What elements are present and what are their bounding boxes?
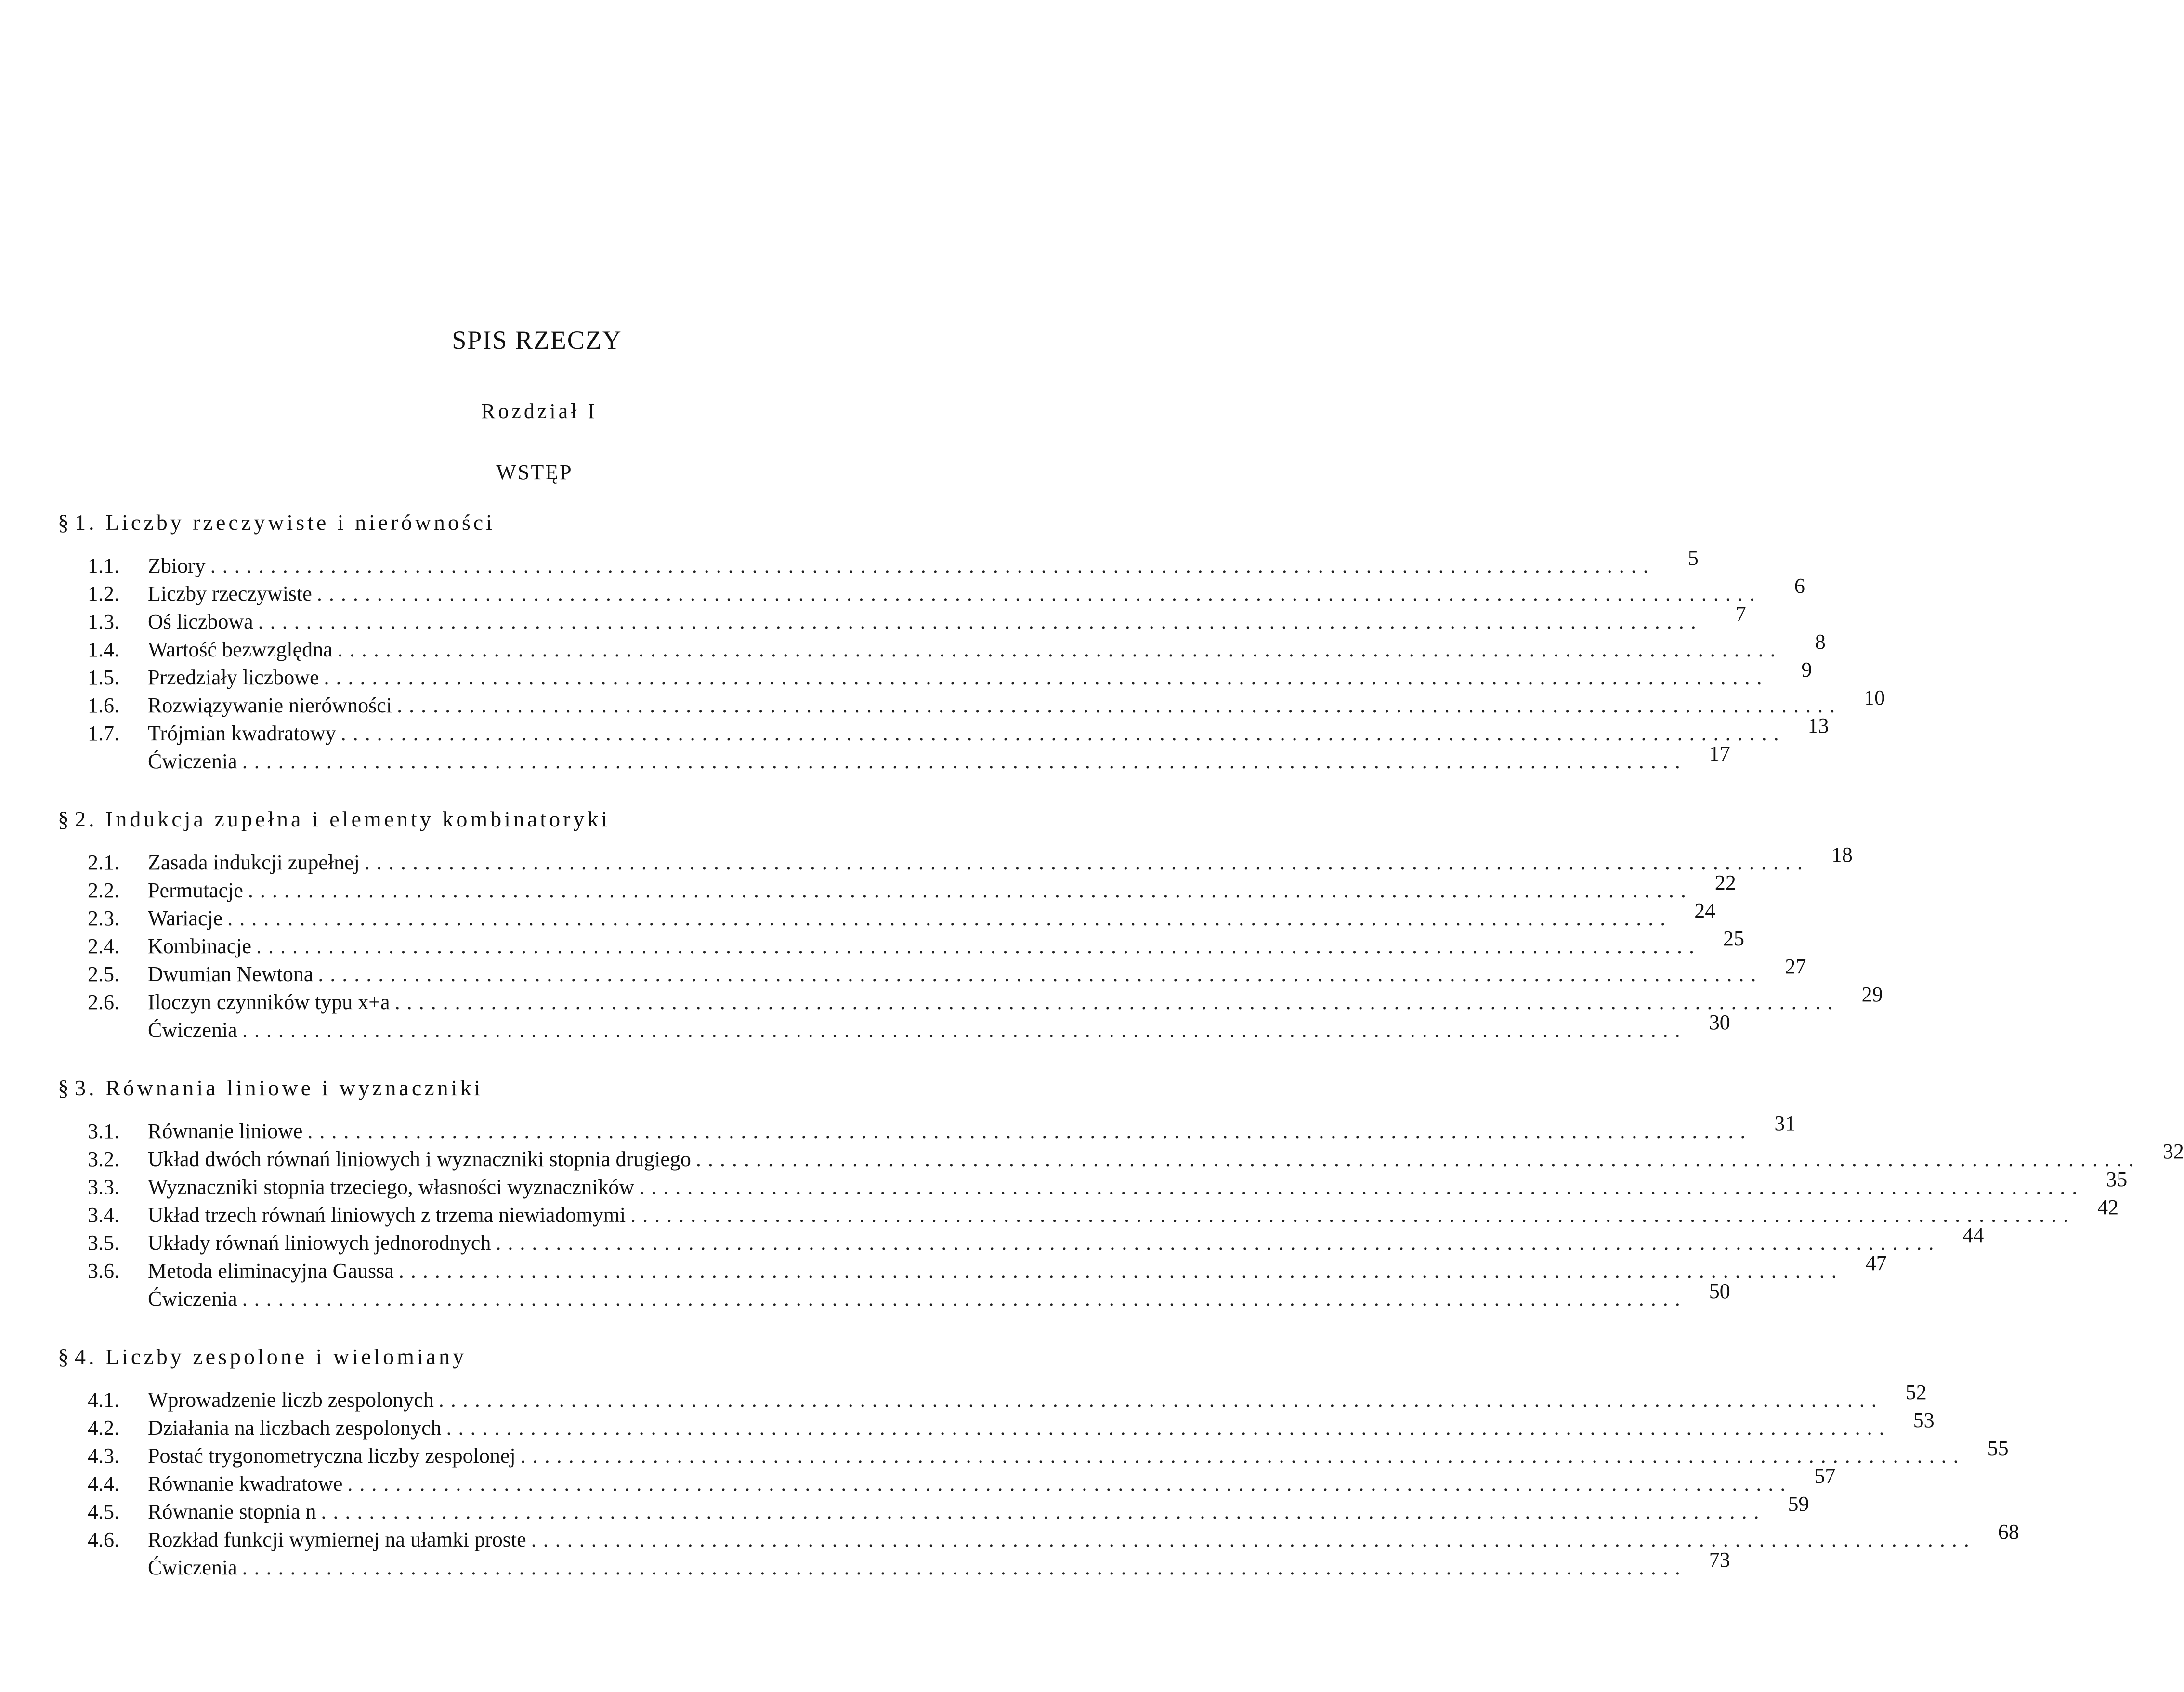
entry-page-number: 7 — [1735, 602, 1746, 626]
entry-number: 2.1. — [88, 851, 119, 874]
leader-dots: ........................................................................................................................ — [394, 990, 1840, 1014]
entry-number: 1.3. — [88, 610, 119, 633]
entry-page-number: 24 — [1694, 899, 1716, 922]
entry-page-number: 5 — [1687, 546, 1699, 570]
section-title: Liczby rzeczywiste i nierówności — [105, 510, 495, 535]
toc-entry — [58, 1380, 1927, 1414]
toc-entry — [58, 1223, 1984, 1257]
entry-title: Ćwiczenia — [148, 1018, 237, 1042]
section-entries — [58, 546, 1885, 775]
section-entries — [58, 1112, 2184, 1313]
leader-dots: ........................................................................................................................ — [227, 906, 1673, 930]
leader-dots: ........................................................................................................................ — [347, 1472, 1792, 1495]
page-title: SPIS RZECZY — [452, 326, 622, 354]
entry-page-number: 6 — [1794, 574, 1805, 598]
toc-entry — [58, 1436, 2009, 1470]
section-heading — [58, 506, 1040, 539]
leader-dots: ........................................................................................................................ — [520, 1444, 1965, 1468]
toc-entry — [58, 1112, 1796, 1145]
entry-title: Układy równań liniowych jednorodnych — [148, 1231, 491, 1255]
leader-dots: ........................................................................................................................ — [496, 1231, 1941, 1255]
leader-dots: ........................................................................................................................ — [321, 1500, 1766, 1523]
leader-dots: ........................................................................................................................ — [630, 1203, 2076, 1227]
leader-dots: ........................................................................................................................ — [256, 934, 1701, 958]
entry-title: Rozwiązywanie nierówności — [148, 694, 392, 717]
entry-page-number: 53 — [1913, 1408, 1935, 1432]
entry-title: Rozkład funkcji wymiernej na ułamki proste — [148, 1528, 526, 1551]
leader-dots: ........................................................................................................................ — [337, 638, 1782, 661]
toc-entry — [58, 574, 1805, 608]
entry-page-number: 13 — [1807, 714, 1829, 737]
entry-title: Równanie stopnia n — [148, 1500, 316, 1523]
entry-number: 4.3. — [88, 1444, 119, 1468]
entry-title: Wartość bezwzględna — [148, 638, 333, 661]
entry-title: Układ dwóch równań liniowych i wyznaczniki stopnia drugiego — [148, 1147, 691, 1171]
toc-entry — [58, 1464, 1836, 1498]
entry-number: 1.7. — [88, 721, 119, 745]
entry-number: 2.3. — [88, 906, 119, 930]
toc-entry — [58, 1195, 2119, 1229]
entry-number: 2.5. — [88, 962, 119, 986]
leader-dots: ........................................................................................................................ — [446, 1416, 1891, 1440]
section-sign: § — [58, 807, 69, 831]
entry-title: Przedziały liczbowe — [148, 666, 319, 689]
entry-number: 1.2. — [88, 582, 119, 605]
table-of-contents — [58, 506, 2184, 1609]
entry-title: Iloczyn czynników typu x+a — [148, 990, 390, 1014]
entry-title: Ćwiczenia — [148, 749, 237, 773]
leader-dots: ........................................................................................................................ — [242, 1287, 1687, 1311]
entry-page-number: 31 — [1774, 1112, 1796, 1135]
entry-page-number: 47 — [1865, 1251, 1887, 1275]
leader-dots: ........................................................................................................................ — [397, 694, 1842, 717]
leader-dots: ........................................................................................................................ — [398, 1259, 1844, 1283]
section-title: Liczby zespolone i wielomiany — [105, 1344, 467, 1369]
entry-number: 4.2. — [88, 1416, 119, 1440]
leader-dots: ........................................................................................................................ — [316, 582, 1762, 605]
leader-dots: ........................................................................................................................ — [364, 851, 1809, 874]
entry-number: 1.6. — [88, 694, 119, 717]
entry-title: Równanie kwadratowe — [148, 1472, 343, 1495]
entry-page-number: 73 — [1709, 1548, 1730, 1572]
entry-title: Dwumian Newtona — [148, 962, 314, 986]
leader-dots: ........................................................................................................................ — [531, 1528, 1976, 1551]
toc-section — [58, 506, 1885, 775]
leader-dots: ........................................................................................................................ — [324, 666, 1769, 689]
section-heading — [58, 1071, 1040, 1105]
entry-page-number: 52 — [1905, 1380, 1927, 1404]
entry-title: Wprowadzenie liczb zespolonych — [148, 1388, 434, 1412]
leader-dots: ........................................................................................................................ — [438, 1388, 1883, 1412]
toc-section — [58, 802, 1883, 1044]
toc-entry — [58, 843, 1853, 877]
entry-page-number: 57 — [1814, 1464, 1836, 1488]
entry-page-number: 22 — [1714, 871, 1736, 894]
section-sign: § — [58, 1076, 69, 1100]
entry-page-number: 8 — [1815, 630, 1826, 654]
entry-number: 1.1. — [88, 554, 119, 577]
entry-page-number: 27 — [1785, 955, 1806, 978]
entry-title: Kombinacje — [148, 934, 252, 958]
entry-number: 3.4. — [88, 1203, 119, 1227]
chapter-title: WSTĘP — [496, 460, 573, 484]
entry-title: Postać trygonometryczna liczby zespolonej — [148, 1444, 516, 1468]
entry-number: 4.1. — [88, 1388, 119, 1412]
toc-entry — [58, 630, 1826, 664]
toc-entry — [58, 686, 1885, 720]
toc-entry — [58, 1279, 1730, 1313]
entry-title: Liczby rzeczywiste — [148, 582, 312, 605]
section-number: 4. — [75, 1344, 97, 1369]
entry-page-number: 18 — [1831, 843, 1853, 866]
entry-number: 2.4. — [88, 934, 119, 958]
entry-title: Równanie liniowe — [148, 1119, 303, 1143]
entry-number: 3.3. — [88, 1175, 119, 1199]
leader-dots: ........................................................................................................................ — [242, 1556, 1687, 1579]
entry-page-number: 59 — [1788, 1492, 1809, 1516]
entry-number: 1.5. — [88, 666, 119, 689]
entry-title: Wariacje — [148, 906, 223, 930]
leader-dots: ........................................................................................................................ — [242, 1018, 1687, 1042]
entry-title: Metoda eliminacyjna Gaussa — [148, 1259, 394, 1283]
entry-page-number: 25 — [1723, 927, 1745, 950]
entry-title: Zasada indukcji zupełnej — [148, 851, 360, 874]
entry-page-number: 10 — [1864, 686, 1885, 709]
entry-title: Układ trzech równań liniowych z trzema niewiadomymi — [148, 1203, 626, 1227]
leader-dots: ........................................................................................................................ — [242, 749, 1687, 773]
entry-title: Ćwiczenia — [148, 1287, 237, 1311]
leader-dots: ........................................................................................................................ — [340, 721, 1786, 745]
section-heading — [58, 802, 1040, 836]
entry-number: 3.2. — [88, 1147, 119, 1171]
section-entries — [58, 1380, 2019, 1582]
toc-entry — [58, 1492, 1809, 1526]
section-sign: § — [58, 510, 69, 535]
toc-entry — [58, 1167, 2128, 1201]
entry-page-number: 42 — [2097, 1195, 2119, 1219]
entry-page-number: 17 — [1709, 742, 1730, 765]
toc-entry — [58, 714, 1829, 748]
entry-page-number: 44 — [1962, 1223, 1984, 1247]
entry-number: 4.6. — [88, 1528, 119, 1551]
chapter-label: Rozdział I — [481, 399, 598, 423]
entry-title: Zbiory — [148, 554, 206, 577]
entry-title: Trójmian kwadratowy — [148, 721, 336, 745]
entry-page-number: 32 — [2162, 1140, 2184, 1163]
toc-entry — [58, 1520, 2019, 1554]
entry-number: 4.4. — [88, 1472, 119, 1495]
section-number: 1. — [75, 510, 97, 535]
entry-number: 1.4. — [88, 638, 119, 661]
entry-number: 3.1. — [88, 1119, 119, 1143]
toc-entry — [58, 742, 1730, 775]
section-entries — [58, 843, 1883, 1044]
entry-page-number: 50 — [1709, 1279, 1730, 1303]
entry-number: 4.5. — [88, 1500, 119, 1523]
entry-number: 2.2. — [88, 879, 119, 902]
section-title: Indukcja zupełna i elementy kombinatoryki — [105, 807, 611, 831]
section-number: 2. — [75, 807, 97, 831]
toc-entry — [58, 983, 1883, 1016]
toc-entry — [58, 1140, 2184, 1173]
leader-dots: ........................................................................................................................ — [258, 610, 1703, 633]
section-sign: § — [58, 1344, 69, 1369]
entry-page-number: 29 — [1861, 983, 1883, 1006]
entry-title: Działania na liczbach zespolonych — [148, 1416, 442, 1440]
section-number: 3. — [75, 1076, 97, 1100]
entry-title: Oś liczbowa — [148, 610, 253, 633]
leader-dots: ........................................................................................................................ — [210, 554, 1655, 577]
toc-entry — [58, 1251, 1887, 1285]
entry-page-number: 35 — [2106, 1167, 2128, 1191]
entry-page-number: 55 — [1987, 1436, 2009, 1460]
section-title: Równania liniowe i wyznaczniki — [105, 1076, 484, 1100]
toc-entry — [58, 899, 1716, 932]
entry-number: 3.5. — [88, 1231, 119, 1255]
leader-dots: ........................................................................................................................ — [307, 1119, 1752, 1143]
toc-entry — [58, 546, 1699, 580]
entry-page-number: 9 — [1801, 658, 1812, 682]
toc-entry — [58, 1548, 1730, 1582]
toc-entry — [58, 927, 1745, 960]
toc-entry — [58, 871, 1736, 905]
entry-page-number: 30 — [1709, 1010, 1730, 1034]
entry-title: Permutacje — [148, 879, 243, 902]
toc-entry — [58, 955, 1806, 988]
entry-title: Ćwiczenia — [148, 1556, 237, 1579]
leader-dots: ........................................................................................................................ — [318, 962, 1763, 986]
leader-dots: ........................................................................................................................ — [248, 879, 1693, 902]
entry-page-number: 68 — [1998, 1520, 2019, 1544]
entry-number: 2.6. — [88, 990, 119, 1014]
leader-dots: ........................................................................................................................ — [695, 1147, 2141, 1171]
section-heading — [58, 1340, 1040, 1374]
toc-entry — [58, 602, 1746, 636]
toc-section — [58, 1071, 2184, 1313]
toc-section — [58, 1340, 2019, 1582]
toc-entry — [58, 1408, 1935, 1442]
toc-entry — [58, 1010, 1730, 1044]
toc-entry — [58, 658, 1812, 692]
entry-number: 3.6. — [88, 1259, 119, 1283]
leader-dots: ........................................................................................................................ — [639, 1175, 2084, 1199]
entry-title: Wyznaczniki stopnia trzeciego, własności wyznaczników — [148, 1175, 635, 1199]
